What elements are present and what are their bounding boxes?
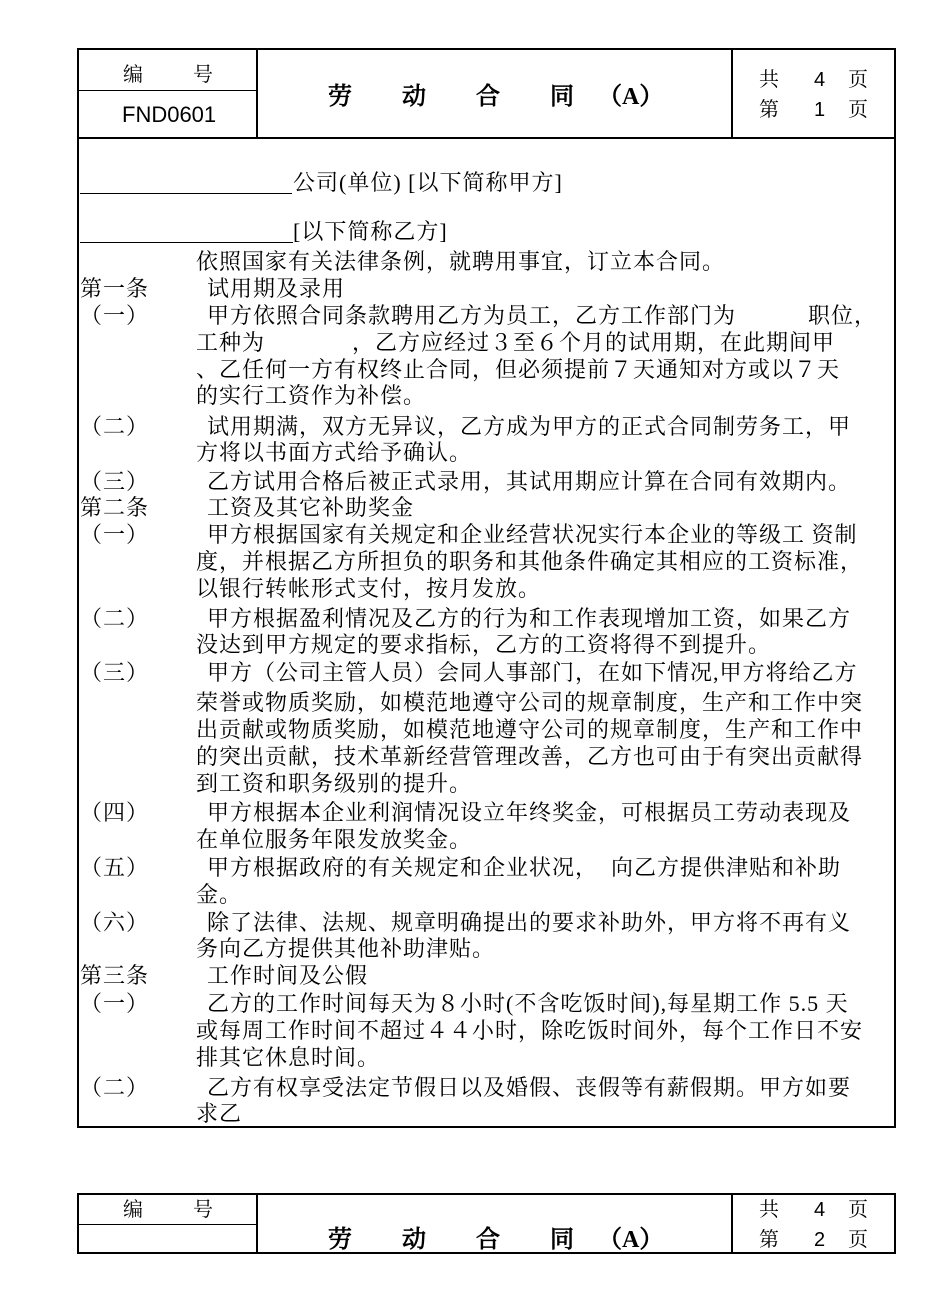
clause-line: 甲方依照合同条款聘用乙方为员工，乙方工作部门为	[207, 303, 737, 328]
clause-line: 的突出贡献，技术革新经营管理改善，乙方也可由于有突出贡献得	[196, 744, 864, 769]
current-page: 1	[814, 99, 826, 121]
clause-line: 方将以书面方式给予确认。	[196, 440, 473, 465]
number-label: 编 号	[123, 1199, 213, 1221]
current-page: 2	[814, 1229, 826, 1251]
clause-line: 的实行工资作为补偿。	[196, 383, 427, 408]
clause-line: 金。	[196, 882, 243, 907]
article-heading: 工作时间及公假	[207, 963, 369, 988]
clause-line: 出贡献或物质奖励，如模范地遵守公司的规章制度，生产和工作中	[196, 717, 864, 742]
total-pages-label: 共	[759, 69, 779, 91]
clause-label: （四）	[80, 800, 150, 825]
clause-line: 排其它休息时间。	[196, 1045, 381, 1070]
page-unit: 页	[848, 1199, 868, 1221]
clause-label: （一）	[80, 522, 150, 547]
clause-line: 或每周工作时间不超过４４小时，除吃饭时间外，每个工作日不安	[196, 1018, 864, 1043]
clause-label: （三）	[80, 469, 150, 494]
party-a-blank	[80, 172, 292, 194]
header-column-divider	[256, 48, 258, 138]
clause-line: 没达到甲方规定的要求指标，乙方的工资将得不到提升。	[196, 632, 772, 657]
party-a-suffix: 公司(单位) [以下简称甲方]	[293, 170, 563, 195]
number-label: 编 号	[123, 64, 213, 86]
clause-line: 以银行转帐形式支付，按月发放。	[196, 576, 542, 601]
total-pages: 4	[814, 1199, 826, 1221]
total-pages-label: 共	[759, 1199, 779, 1221]
clause-label: （二）	[80, 606, 150, 631]
clause-label: （六）	[80, 910, 150, 935]
article-label: 第三条	[80, 963, 150, 988]
party-b-suffix: [以下简称乙方]	[293, 219, 448, 244]
header-divider	[77, 137, 896, 139]
current-page-label: 第	[759, 99, 779, 121]
number-label-underline	[79, 90, 257, 91]
header-column-divider	[731, 48, 733, 138]
clause-line: 乙方有权享受法定节假日以及婚假、丧假等有薪假期。甲方如要	[207, 1075, 852, 1100]
clause-line: 甲方根据本企业利润情况设立年终奖金，可根据员工劳动表现及	[207, 800, 852, 825]
document-title: 劳 动 合 同	[328, 1227, 574, 1253]
clause-label: （二）	[80, 414, 150, 439]
clause-line: 务向乙方提供其他补助津贴。	[196, 936, 496, 961]
clause-line: 荣誉或物质奖励，如模范地遵守公司的规章制度，生产和工作中突	[196, 690, 864, 715]
clause-label: （五）	[80, 855, 150, 880]
clause-line: 到工资和职务级别的提升。	[196, 771, 473, 796]
clause-line: 试用期满，双方无异议，乙方成为甲方的正式合同制劳务工，甲	[207, 414, 852, 439]
clause-line: 工种为	[196, 330, 266, 355]
clause-line: 、乙任何一方有权终止合同，但必须提前７天通知对方或以７天	[196, 357, 841, 382]
clause-line: 职位，	[808, 303, 878, 328]
header-column-divider	[731, 1193, 733, 1254]
number-label-underline	[79, 1224, 257, 1225]
clause-line: ，乙方应经过３至６个月的试用期，在此期间甲	[352, 330, 836, 355]
document-title-suffix: （A）	[598, 1227, 664, 1253]
party-b-blank	[80, 221, 293, 243]
document-title: 劳 动 合 同	[328, 84, 574, 110]
article-heading: 试用期及录用	[207, 276, 346, 301]
current-page-label: 第	[759, 1229, 779, 1251]
clause-line: 甲方根据盈利情况及乙方的行为和工作表现增加工资，如果乙方	[207, 606, 852, 631]
clause-line: 甲方根据国家有关规定和企业经营状况实行本企业的等级工 资制	[207, 522, 858, 547]
document-number: FND0601	[122, 102, 217, 127]
total-pages: 4	[814, 69, 826, 91]
page-unit: 页	[848, 1229, 868, 1251]
document-title-suffix: （A）	[598, 84, 664, 110]
clause-label: （一）	[80, 303, 150, 328]
clause-line: 乙方的工作时间每天为８小时(不含吃饭时间),每星期工作 5.5 天	[207, 991, 849, 1016]
clause-line: 求乙	[196, 1101, 243, 1126]
clause-line: 乙方试用合格后被正式录用，其试用期应计算在合同有效期内。	[207, 469, 852, 494]
article-label: 第二条	[80, 495, 150, 520]
clause-line: 度，并根据乙方所担负的职务和其他条件确定其相应的工资标准，	[196, 549, 864, 574]
page-unit: 页	[848, 69, 868, 91]
clause-line: 甲方（公司主管人员）会同人事部门，在如下情况,甲方将给乙方	[207, 660, 858, 685]
article-label: 第一条	[80, 276, 150, 301]
page-unit: 页	[848, 99, 868, 121]
clause-label: （二）	[80, 1075, 150, 1100]
clause-line: 甲方根据政府的有关规定和企业状况， 向乙方提供津贴和补助	[207, 855, 842, 880]
clause-line: 除了法律、法规、规章明确提出的要求补助外，甲方将不再有义	[207, 910, 852, 935]
clause-label: （三）	[80, 660, 150, 685]
intro-text: 依照国家有关法律条例，就聘用事宜，订立本合同。	[196, 249, 726, 274]
clause-line: 在单位服务年限发放奖金。	[196, 827, 473, 852]
article-heading: 工资及其它补助奖金	[207, 495, 415, 520]
clause-label: （一）	[80, 991, 150, 1016]
